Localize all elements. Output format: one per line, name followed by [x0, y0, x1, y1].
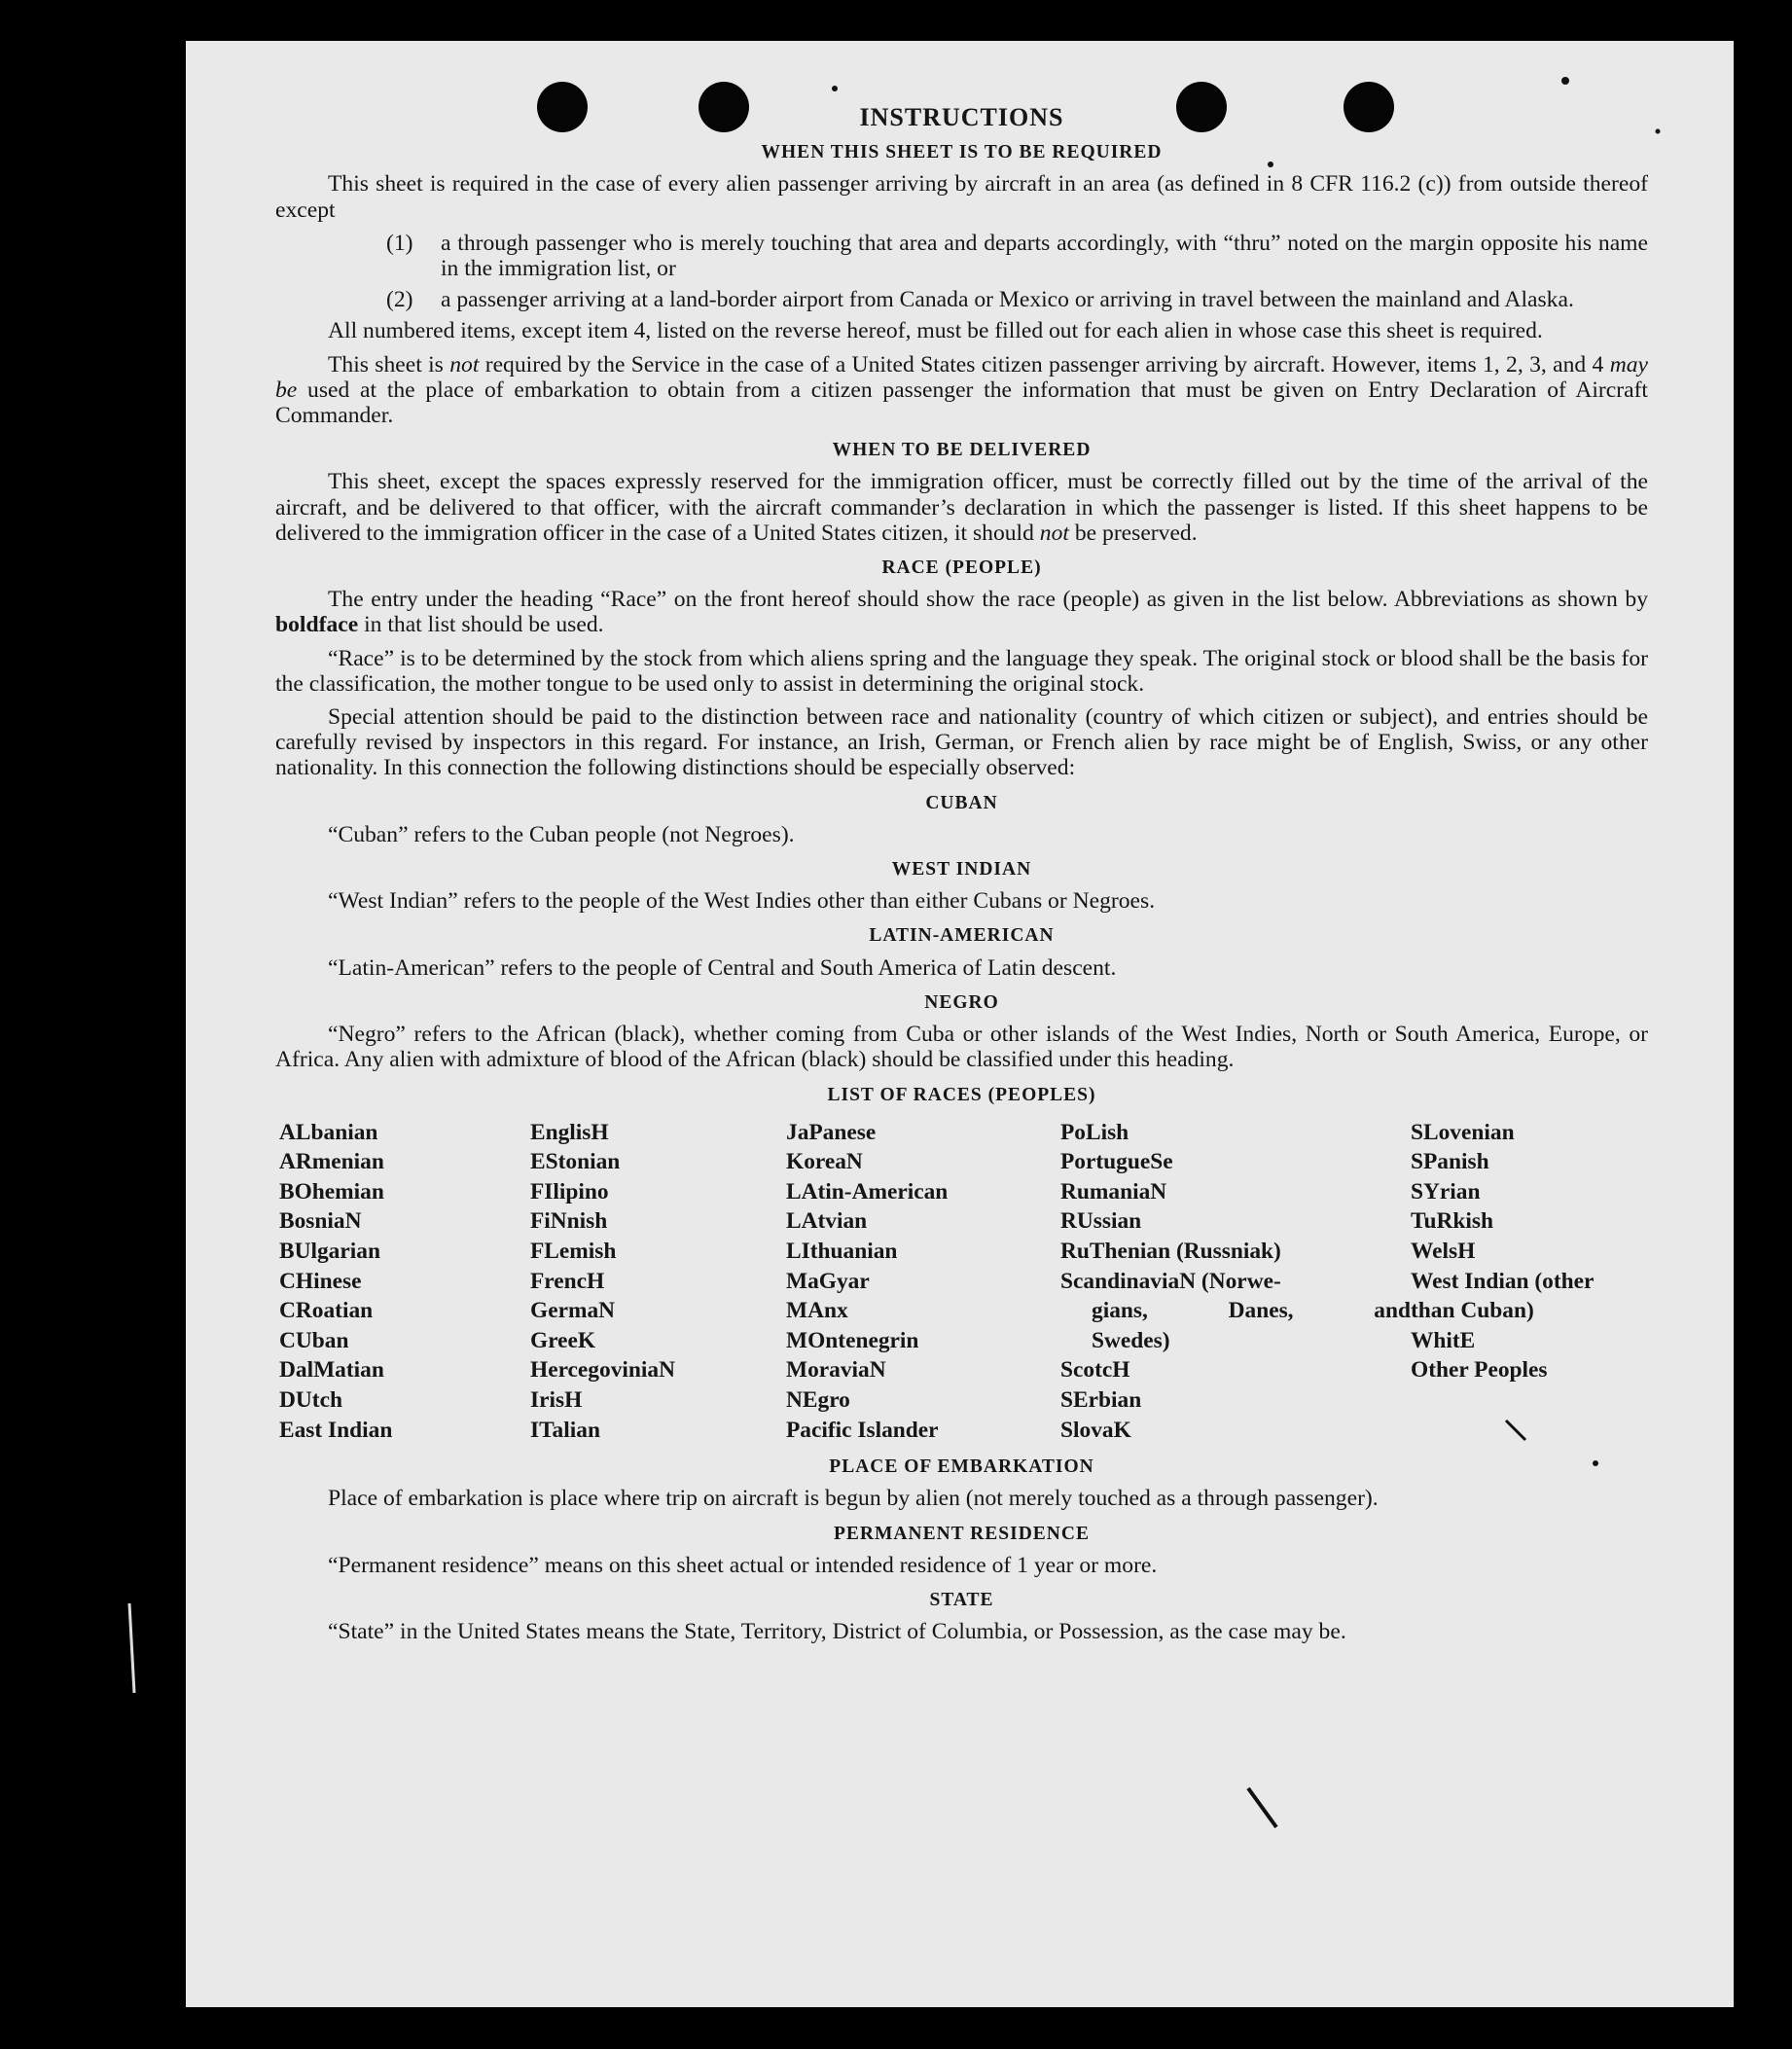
paragraph: Place of embarkation is place where trip on aircraft is begun by alien (not merely touched as a through passenger).: [328, 1486, 1379, 1512]
italic-text: not: [1039, 520, 1069, 546]
list-item: [386, 287, 1648, 312]
section-heading-negro: NEGRO: [924, 991, 999, 1013]
section-heading-delivered: WHEN TO BE DELIVERED: [832, 440, 1092, 461]
section-heading-race: RACE (PEOPLE): [881, 557, 1042, 579]
races-list: [279, 1118, 1648, 1446]
paragraph: “Permanent residence” means on this sheet actual or intended residence of 1 year or more.: [328, 1552, 1158, 1578]
race-entry: RUssian: [1060, 1208, 1142, 1235]
races-column: [530, 1118, 786, 1446]
section-heading-latin-american: LATIN-AMERICAN: [869, 925, 1055, 947]
paragraph: “Negro” refers to the African (black), whether coming from Cuba or other islands of the West Indies, North or South America, Europe, or Africa. Any alien with admixture of blood of the African (black) should be classified under this heading.: [275, 1022, 1648, 1073]
race-entry: ALbanian: [279, 1119, 378, 1145]
race-entry: FIlipino: [530, 1178, 609, 1204]
text-run: in that list should be used.: [358, 612, 604, 638]
race-entry: BosniaN: [279, 1208, 362, 1235]
race-entry: DalMatian: [279, 1357, 384, 1384]
bold-text: boldface: [275, 612, 359, 638]
paragraph: “Race” is to be determined by the stock from which aliens spring and the language they speak. The original stock or blood shall be the basis for the classification, the mother tongue to be used only to assist in determining the original stock.: [275, 645, 1648, 697]
races-column: [786, 1118, 1060, 1446]
italic-text: may be: [275, 351, 1648, 403]
paragraph: This sheet is required in the case of every alien passenger arriving by aircraft in an area (as defined in 8 CFR 116.2 (c)) from outside thereof except: [275, 171, 1648, 223]
section-heading-list-of-races: LIST OF RACES (PEOPLES): [827, 1084, 1096, 1105]
paragraph: [275, 352, 1648, 429]
section-heading-cuban: CUBAN: [925, 792, 998, 813]
race-entry: SLovenian: [1411, 1119, 1515, 1145]
race-entry: SPanish: [1411, 1149, 1489, 1175]
race-entry: West Indian (other: [1411, 1268, 1595, 1294]
text-run: used at the place of embarkation to obtain from a citizen passenger the information that must be given on Entry Declaration of Aircraft Commander.: [275, 377, 1648, 429]
races-column: [279, 1118, 530, 1446]
race-entry: LAtvian: [786, 1208, 868, 1235]
race-entry-continued: gians, Danes, and: [1092, 1298, 1411, 1324]
paragraph: [275, 587, 1648, 637]
paragraph: “Latin-American” refers to the people of Central and South America of Latin descent.: [328, 954, 1117, 981]
document-content: [275, 95, 1648, 1652]
paragraph: All numbered items, except item 4, listed on the reverse hereof, must be filled out for each alien in whose case this sheet is required.: [328, 318, 1543, 344]
race-entry: LAtin-American: [786, 1178, 949, 1204]
item-text: a through passenger who is merely touching that area and departs accordingly, with “thru” noted on the margin opposite his name in the immigration list, or: [441, 230, 1648, 282]
race-entry: HercegoviniaN: [530, 1357, 675, 1384]
paragraph: Special attention should be paid to the distinction between race and nationality (country of which citizen or subject), and entries should be carefully revised by inspectors in this regard. For instance, an Irish, German, or French alien by race might be of English, Swiss, or any other nationality. In this connection the following distinctions should be especially observed:: [275, 704, 1648, 781]
race-entry: LIthuanian: [786, 1239, 898, 1265]
race-entry: JaPanese: [786, 1119, 877, 1145]
text-run: be preserved.: [1068, 520, 1198, 546]
list-item: [386, 231, 1648, 281]
paragraph: “State” in the United States means the State, Territory, District of Columbia, or Possession, as the case may be.: [328, 1619, 1346, 1645]
race-entry: ScandinaviaN (Norwe-: [1060, 1268, 1281, 1294]
text-run: required by the Service in the case of a United States citizen passenger arriving by aircraft. However, items 1, 2, 3, and 4: [479, 351, 1610, 377]
scan-mark: [129, 1603, 134, 1693]
race-entry-continued: Swedes): [1092, 1327, 1170, 1353]
section-heading-state: STATE: [929, 1590, 994, 1611]
race-entry: WhitE: [1411, 1327, 1476, 1353]
race-entry: CRoatian: [279, 1298, 374, 1324]
race-entry: Other Peoples: [1411, 1357, 1548, 1384]
race-entry: MOntenegrin: [786, 1327, 919, 1353]
paragraph: “West Indian” refers to the people of the West Indies other than either Cubans or Negroes.: [328, 888, 1156, 915]
race-entry: EnglisH: [530, 1119, 609, 1145]
race-entry: MoraviaN: [786, 1357, 886, 1384]
race-entry: ARmenian: [279, 1149, 384, 1175]
races-column: [1411, 1118, 1652, 1446]
paragraph: “Cuban” refers to the Cuban people (not Negroes).: [328, 821, 795, 847]
race-entry: MaGyar: [786, 1268, 870, 1294]
italic-text: not: [449, 351, 480, 377]
text-run: This sheet is: [328, 351, 450, 377]
race-entry: CHinese: [279, 1268, 362, 1294]
race-entry: MAnx: [786, 1298, 848, 1324]
race-entry: BOhemian: [279, 1178, 384, 1204]
race-entry: PoLish: [1060, 1119, 1129, 1145]
item-number: (1): [386, 230, 413, 256]
race-entry: FiNnish: [530, 1208, 608, 1235]
document-page: [186, 41, 1734, 2007]
race-entry: DUtch: [279, 1387, 342, 1414]
text-run: The entry under the heading “Race” on the front hereof should show the race (people) as given in the list below. Abbreviations as shown by: [328, 587, 1648, 613]
race-entry: GermaN: [530, 1298, 616, 1324]
race-entry-continued: than Cuban): [1411, 1298, 1534, 1324]
race-entry: ITalian: [530, 1417, 600, 1443]
race-entry: WelsH: [1411, 1239, 1476, 1265]
race-entry: CUban: [279, 1327, 349, 1353]
text-run: This sheet, except the spaces expressly reserved for the immigration officer, must be correctly filled out by the time of the arrival of the aircraft, and be delivered to that officer, with the aircraft commander’s declaration in which the passenger is listed. If this sheet happens to be delivered to the immigration officer in the case of a United States citizen, it should: [275, 469, 1648, 546]
race-entry: Pacific Islander: [786, 1417, 939, 1443]
race-entry: BUlgarian: [279, 1239, 380, 1265]
item-number: (2): [386, 287, 413, 313]
paragraph: [275, 469, 1648, 546]
section-heading-required: WHEN THIS SHEET IS TO BE REQUIRED: [761, 142, 1163, 163]
race-entry: East Indian: [279, 1417, 393, 1443]
race-entry: FrencH: [530, 1268, 605, 1294]
race-entry: PortugueSe: [1060, 1149, 1173, 1175]
race-entry: TuRkish: [1411, 1208, 1493, 1235]
race-entry: GreeK: [530, 1327, 596, 1353]
race-entry: SYrian: [1411, 1178, 1481, 1204]
race-entry: FLemish: [530, 1239, 617, 1265]
race-entry: SErbian: [1060, 1387, 1142, 1414]
race-entry: ScotcH: [1060, 1357, 1130, 1384]
race-entry: SlovaK: [1060, 1417, 1131, 1443]
section-heading-residence: PERMANENT RESIDENCE: [834, 1523, 1090, 1544]
document-title: INSTRUCTIONS: [859, 103, 1064, 131]
race-entry: RumaniaN: [1060, 1178, 1167, 1204]
section-heading-west-indian: WEST INDIAN: [891, 859, 1032, 881]
races-column: [1060, 1118, 1411, 1446]
section-heading-embarkation: PLACE OF EMBARKATION: [829, 1456, 1094, 1478]
race-entry: NEgro: [786, 1387, 850, 1414]
race-entry: KoreaN: [786, 1149, 863, 1175]
race-entry: EStonian: [530, 1149, 621, 1175]
item-text: a passenger arriving at a land-border airport from Canada or Mexico or arriving in travel between the mainland and Alaska.: [441, 287, 1574, 313]
race-entry: IrisH: [530, 1387, 583, 1414]
race-entry: RuThenian (Russniak): [1060, 1239, 1281, 1265]
